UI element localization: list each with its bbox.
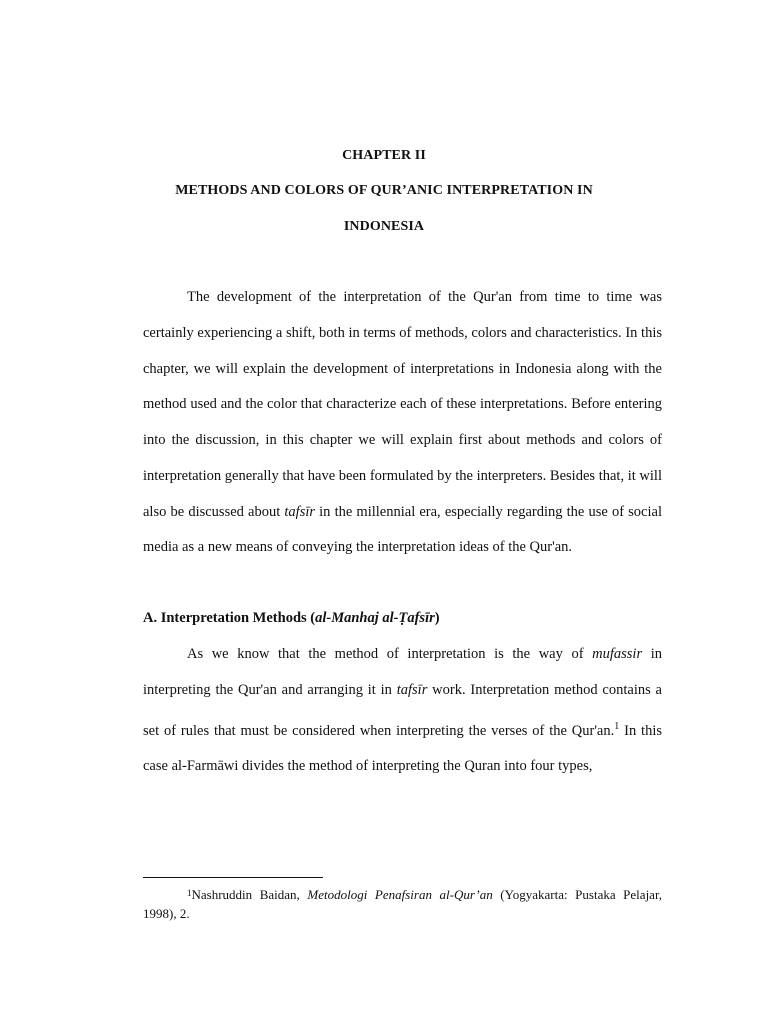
footnote-publication: (Yogyakarta: Pustaka Pelajar, 1998), 2.: [143, 887, 663, 921]
section-heading-close: ): [434, 610, 440, 626]
paragraph-intro-text-a: The development of the interpretation of the Qur'an from time to time was certainly experiencing a shift, both in terms of methods, colors and characteristics. In this chapter, we will explain the development of interpretations in Indonesia along with the method used and the color that characterize each of these interpretations. Before entering into the discussion, in this chapter we will explain first about methods and colors of interpretation generally that have been formulated by the interpreters. Besides that, it will also be discussed about: [143, 289, 662, 520]
paragraph-methods-text-d: In this case al-Farmāwi divides the method of interpreting the Quran into four types,: [143, 722, 662, 775]
footnote-title: Metodologi Penafsiran al-Qur’an: [307, 887, 493, 902]
term-tafsir-2: tafsīr: [396, 681, 428, 698]
paragraph-intro: [143, 280, 662, 566]
chapter-title-line-1: METHODS AND COLORS OF QUR’ANIC INTERPRETATION IN: [175, 183, 593, 198]
footnote-separator: [143, 877, 323, 878]
section-heading-a: [143, 610, 440, 627]
footnote-reference[interactable]: 1: [614, 720, 620, 732]
paragraph-methods: [143, 637, 662, 785]
footnote-marker: 1: [187, 888, 192, 898]
term-tafsir: tafsīr: [284, 503, 316, 520]
chapter-title-line-2: INDONESIA: [343, 219, 425, 234]
chapter-number: CHAPTER II: [342, 148, 426, 163]
paragraph-intro-text-b: in the millennial era, especially regarding the use of social media as a new means of conveying the interpretation ideas of the Qur'an.: [143, 503, 662, 556]
paragraph-methods-text-c: work. Interpretation method contains a set of rules that must be considered when interpreting the verses of the Qur'an.: [143, 681, 662, 739]
section-heading-italic: al-Manhaj al-Ṭafsīr: [315, 610, 435, 626]
footnote-1: [143, 884, 662, 923]
footnote-author: Nashruddin Baidan,: [191, 887, 308, 902]
paragraph-methods-text-a: As we know that the method of interpretation is the way of: [187, 646, 593, 662]
paragraph-methods-text-b: in interpreting the Qur'an and arranging it in: [143, 646, 662, 698]
term-mufassir: mufassir: [592, 646, 643, 662]
section-heading-label: A. Interpretation Methods (: [143, 610, 316, 626]
